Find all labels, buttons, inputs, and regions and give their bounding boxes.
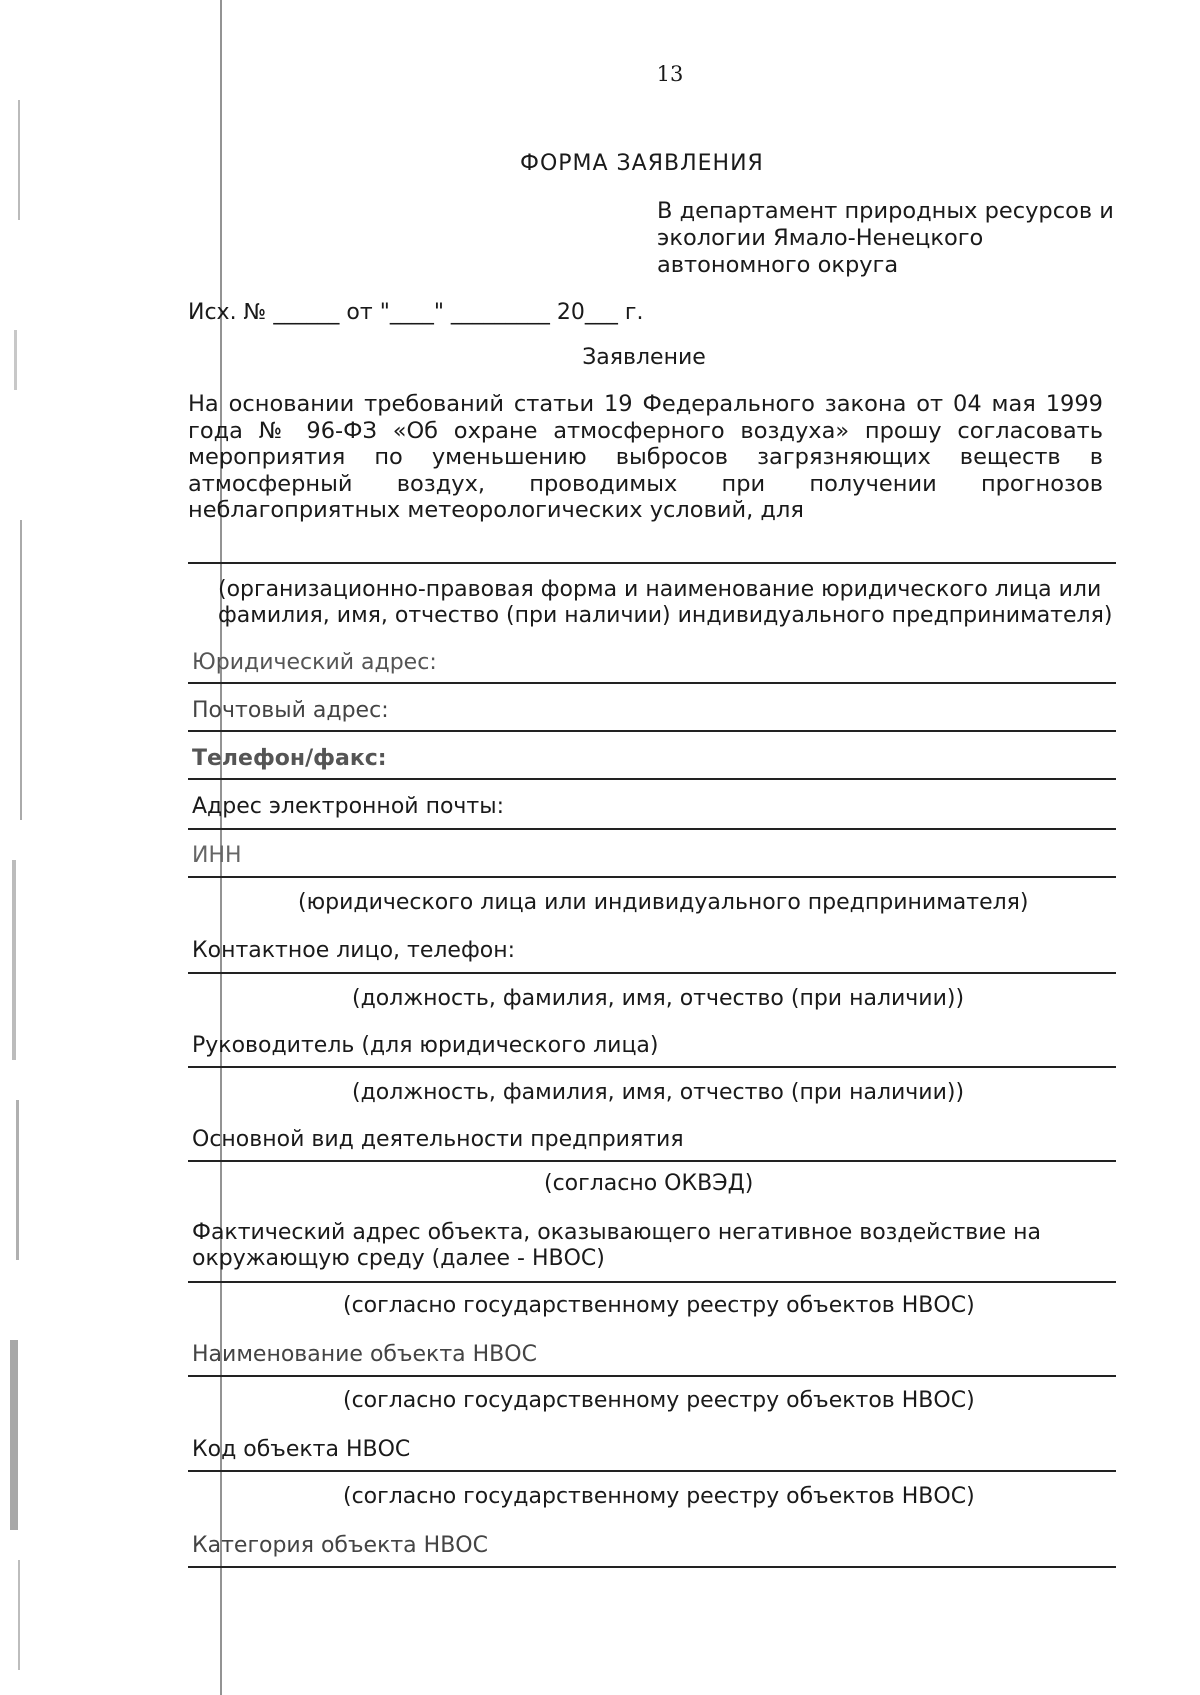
statement-body: На основании требований статьи 19 Федерального закона от 04 мая 1999 года № 96-ФЗ «Об охране атмосферного воздуха» прошу согласовать мероприятия по уменьшению выбросов загрязняющих веществ в атмосферный воздух, проводимых при получении прогнозов неблагоприятных метеорологических условий, для (188, 391, 1103, 523)
contact-hint: (должность, фамилия, имя, отчество (при наличии)) (352, 986, 965, 1011)
facility-name-label: Наименование объекта НВОС (192, 1342, 537, 1367)
facility-code-label: Код объекта НВОС (192, 1437, 411, 1462)
inn-hint: (юридического лица или индивидуального предпринимателя) (298, 890, 1029, 915)
org-name-line (188, 562, 1116, 564)
facility-address-label-2: окружающую среду (далее - НВОС) (192, 1246, 605, 1271)
activity-hint: (согласно ОКВЭД) (544, 1171, 754, 1196)
reference-line: Исх. № ______ от "____" _________ 20___ г. (188, 300, 644, 325)
org-hint-line2: фамилия, имя, отчество (при наличии) индивидуального предпринимателя) (218, 603, 1113, 628)
form-title: ФОРМА ЗАЯВЛЕНИЯ (520, 151, 764, 176)
statement-title: Заявление (582, 345, 706, 370)
contact-person-line (188, 972, 1116, 974)
head-label: Руководитель (для юридического лица) (192, 1033, 659, 1058)
inn-label: ИНН (192, 843, 242, 868)
facility-code-hint: (согласно государственному реестру объектов НВОС) (343, 1484, 975, 1509)
phone-fax-label: Телефон/факс: (192, 746, 387, 771)
facility-category-line (188, 1566, 1116, 1568)
email-line (188, 828, 1116, 830)
legal-address-label: Юридический адрес: (192, 650, 437, 675)
postal-address-line (188, 730, 1116, 732)
email-label: Адрес электронной почты: (192, 794, 505, 819)
legal-address-line (188, 682, 1116, 684)
head-hint: (должность, фамилия, имя, отчество (при наличии)) (352, 1080, 965, 1105)
head-line (188, 1066, 1116, 1068)
org-hint-line1: (организационно-правовая форма и наименование юридического лица или (218, 577, 1102, 602)
phone-fax-line (188, 778, 1116, 780)
facility-name-line (188, 1375, 1116, 1377)
contact-person-label: Контактное лицо, телефон: (192, 938, 516, 963)
activity-line (188, 1160, 1116, 1162)
scan-edge-artifact (0, 100, 30, 1680)
activity-label: Основной вид деятельности предприятия (192, 1127, 684, 1152)
facility-address-line (188, 1281, 1116, 1283)
facility-address-hint: (согласно государственному реестру объектов НВОС) (343, 1293, 975, 1318)
addressee: В департамент природных ресурсов и экологии Ямало-Ненецкого автономного округа (657, 198, 1114, 278)
postal-address-label: Почтовый адрес: (192, 698, 389, 723)
facility-category-label: Категория объекта НВОС (192, 1533, 488, 1558)
inn-line (188, 876, 1116, 878)
facility-name-hint: (согласно государственному реестру объектов НВОС) (343, 1388, 975, 1413)
facility-code-line (188, 1470, 1116, 1472)
facility-address-label-1: Фактический адрес объекта, оказывающего негативное воздействие на (192, 1220, 1041, 1245)
page-number: 13 (656, 62, 684, 86)
